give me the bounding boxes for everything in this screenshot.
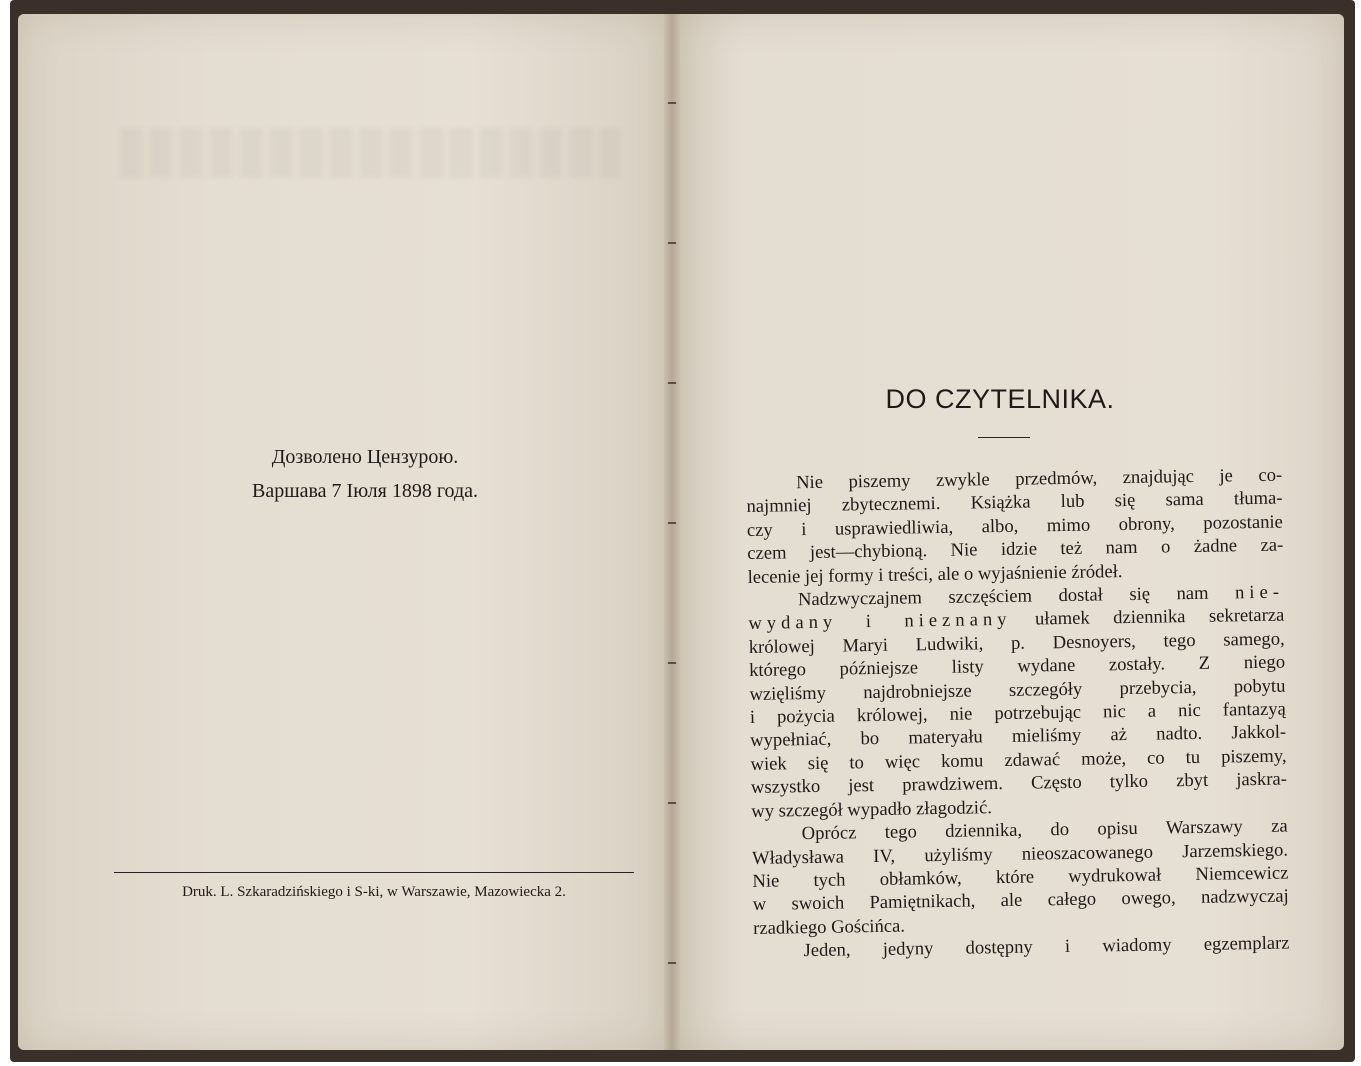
binding-stitch — [668, 662, 676, 664]
text-line: wypełniać, bo materyału mieliśmy aż nadto. Jakkol- — [750, 722, 1287, 752]
text-line: którego późniejsze listy wydane zostały. Z niego — [748, 651, 1286, 682]
censorship-note — [150, 440, 580, 508]
text-line: Oprócz tego dziennika, do opisu Warszawy za — [801, 815, 1288, 845]
bleed-through-shadow — [120, 128, 620, 178]
heading-rule — [978, 437, 1030, 438]
binding-stitch — [668, 382, 676, 384]
text-fragment: Nadzwyczajnem szczęściem dostał się nam — [797, 582, 1209, 611]
text-fragment: ułamek dziennika sekretarza — [1034, 605, 1285, 630]
text-line: w swoich Pamiętnikach, ale całego owego, nadzwyczaj — [752, 885, 1289, 916]
text-line: wiek się to więc komu zdawać może, co tu piszemy, — [750, 745, 1287, 775]
text-line: Nie tych obłamków, które wydrukował Niemcewicz — [752, 862, 1289, 892]
text-line: Władysława IV, użyliśmy nieoszacowanego Jarzemskiego. — [751, 839, 1289, 869]
body-text — [746, 464, 1290, 964]
printer-imprint: Druk. L. Szkaradzińskiego i S-ki, w Warszawie, Mazowiecka 2. — [182, 884, 566, 900]
binding-stitch — [668, 522, 676, 524]
spaced-text: wydany i nieznany — [748, 609, 1012, 635]
book-gutter — [664, 14, 680, 1050]
binding-stitch — [668, 962, 676, 964]
text-line: Jeden, jedyny dostępny i wiadomy egzemplarz — [803, 932, 1290, 962]
text-line: wszystko jest prawdziwem. Często tylko zbyt jaskra- — [750, 768, 1288, 799]
page-heading: DO CZYTELNIKA. — [885, 384, 1115, 414]
text-line: najmniej zbytecznemi. Książka lub się sama tłuma- — [746, 487, 1283, 518]
binding-stitch — [668, 102, 676, 104]
text-line: rzadkiego Gościńca. — [753, 915, 906, 939]
binding-stitch — [668, 802, 676, 804]
text-line: lecenie jej formy i treści, ale o wyjaśnienie źródeł. — [747, 560, 1123, 588]
text-line: wy szczegół wypadło złagodzić. — [751, 796, 993, 822]
text-line: Nie piszemy zwykle przedmów, znajdując je co- — [796, 464, 1283, 494]
censorship-line: Дозволено Цензурою. — [271, 446, 459, 468]
binding-stitch — [668, 242, 676, 244]
censorship-line: Варшава 7 Іюля 1898 года. — [251, 480, 478, 502]
text-line: czem jest—chybioną. Nie idzie też nam o żadne za- — [747, 534, 1284, 565]
text-line: czy i usprawiedliwia, albo, mimo obrony, pozostanie — [746, 511, 1284, 541]
spaced-text: nie- — [1234, 581, 1285, 604]
text-line: wzięliśmy najdrobniejsze szczegóły przebycia, pobytu — [749, 675, 1286, 705]
text-line: i pożycia królowej, nie potrzebując nic a nic fantazyą — [749, 698, 1286, 729]
footer-rule — [114, 872, 634, 873]
text-line: królowej Maryi Ludwiki, p. Desnoyers, tego samego, — [748, 628, 1285, 658]
